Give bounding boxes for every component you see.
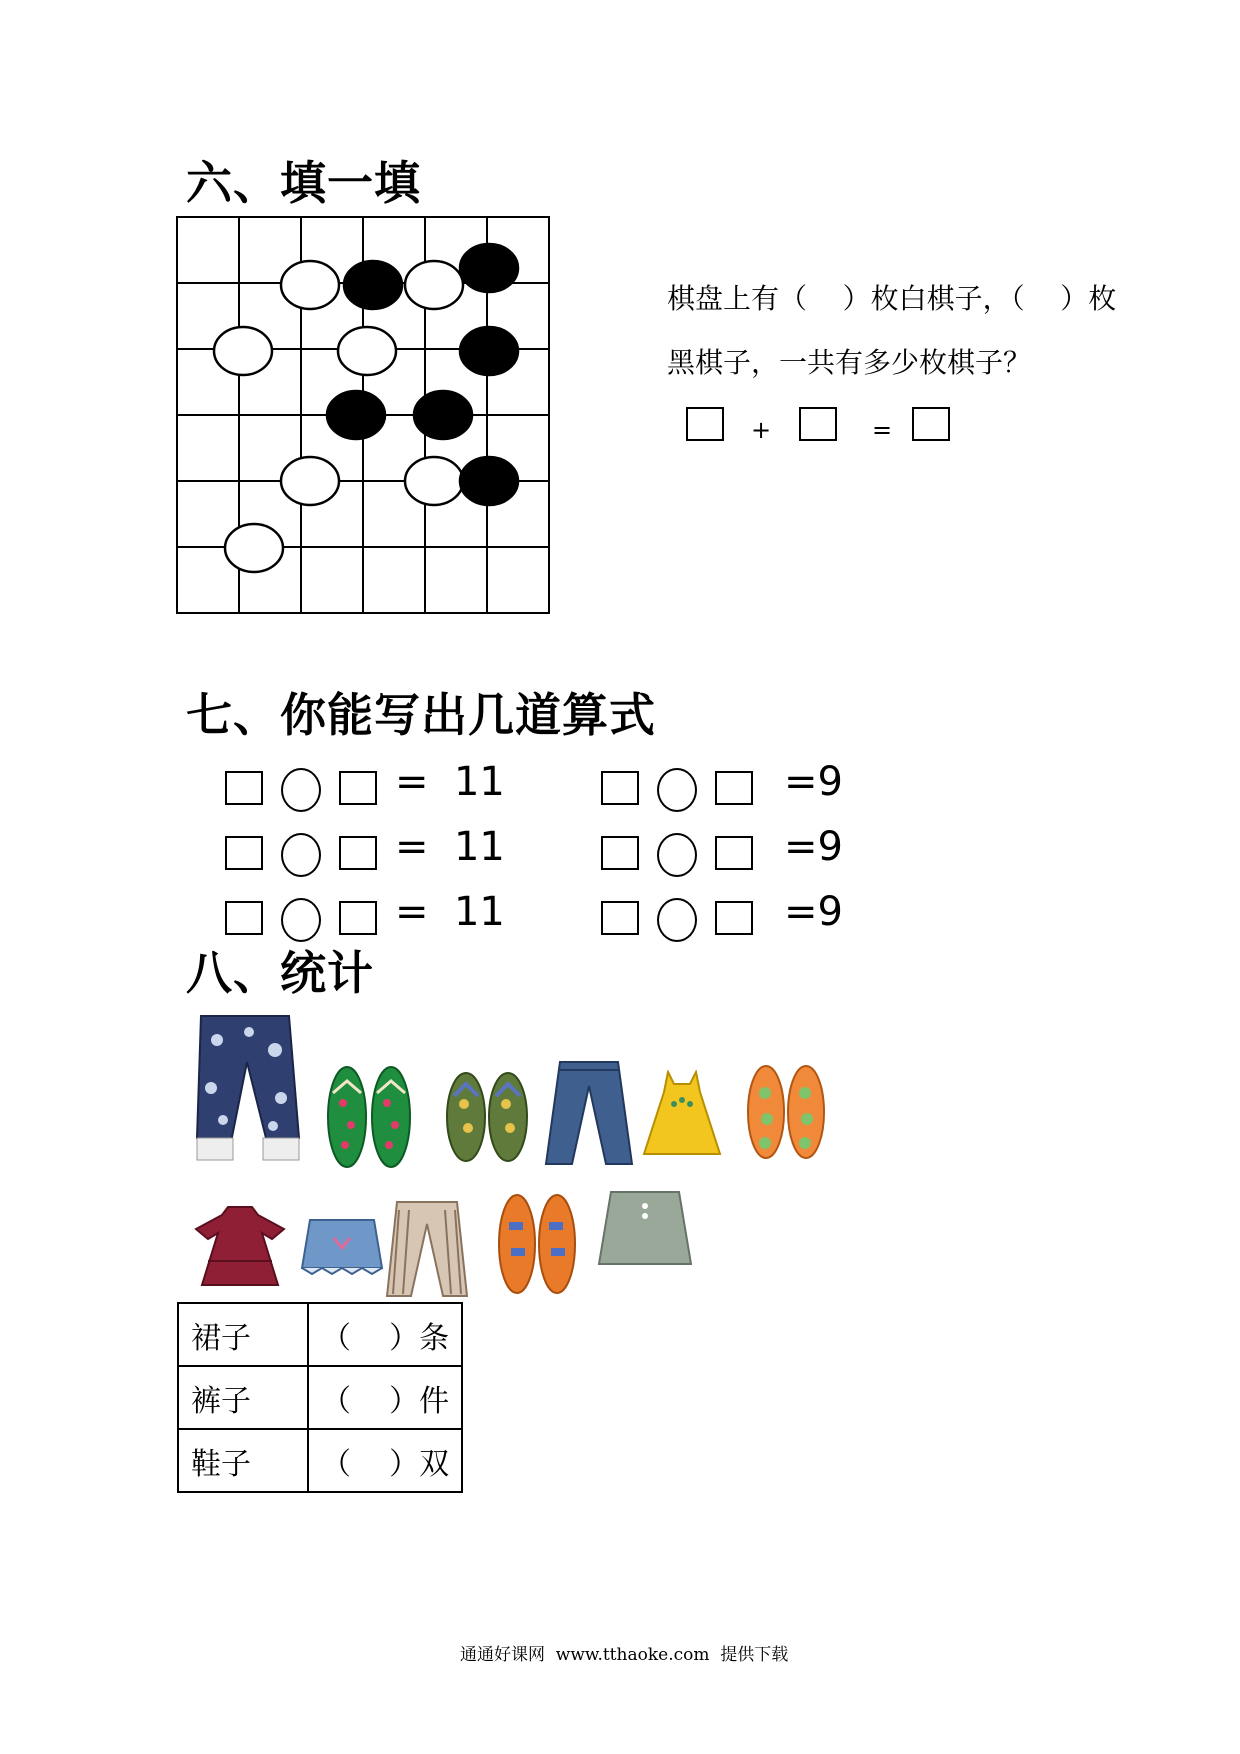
black-stone [414, 391, 472, 439]
denim-skirt-image [300, 1218, 384, 1276]
orange-frog-flip-flops-image [745, 1063, 827, 1161]
answer-box-3[interactable] [912, 407, 950, 441]
jeans-image [544, 1060, 634, 1166]
equation-box[interactable] [715, 771, 753, 805]
category-label: 裤子 [178, 1366, 308, 1429]
equation-box[interactable] [225, 901, 263, 935]
question-line-1: 棋盘上有（ ）枚白棋子，（ ）枚 [667, 282, 1117, 315]
table-row [178, 1303, 462, 1366]
black-stone [344, 261, 402, 309]
operator-circle[interactable] [281, 768, 321, 812]
equation-result: =9 [784, 759, 843, 805]
white-stone [281, 261, 339, 309]
footer-text: 通通好课网 www.tthaoke.com 提供下载 [460, 1645, 789, 1665]
white-stone [405, 261, 463, 309]
white-stone [225, 524, 283, 572]
equation-box[interactable] [601, 901, 639, 935]
table-row [178, 1429, 462, 1492]
striped-pants-image [385, 1200, 469, 1300]
equals-sign: = [872, 416, 893, 444]
equation-result: = 11 [395, 889, 505, 935]
category-label: 裙子 [178, 1303, 308, 1366]
table-row [178, 1366, 462, 1429]
count-blank[interactable]: （ ）双 [308, 1429, 462, 1492]
operator-circle[interactable] [281, 833, 321, 877]
statistics-table [177, 1302, 463, 1493]
equation-box[interactable] [715, 901, 753, 935]
equation-box[interactable] [339, 836, 377, 870]
equation-result: =9 [784, 889, 843, 935]
equation-box[interactable] [225, 771, 263, 805]
equation-box[interactable] [601, 836, 639, 870]
green-flip-flops-image [325, 1063, 413, 1171]
question-line-2: 黑棋子，一共有多少枚棋子？ [667, 346, 1032, 379]
gray-skirt-image [597, 1190, 693, 1268]
white-stone [281, 457, 339, 505]
equation-box[interactable] [715, 836, 753, 870]
section-7-title: 七、你能写出几道算式 [186, 688, 656, 742]
equation-result: = 11 [395, 759, 505, 805]
operator-circle[interactable] [657, 833, 697, 877]
operator-circle[interactable] [657, 768, 697, 812]
black-stone [460, 244, 518, 292]
black-stone [460, 327, 518, 375]
white-stone [338, 327, 396, 375]
black-stone [327, 391, 385, 439]
operator-circle[interactable] [281, 898, 321, 942]
section-6-title: 六、填一填 [186, 156, 421, 210]
operator-circle[interactable] [657, 898, 697, 942]
equation-box[interactable] [339, 771, 377, 805]
equation-box[interactable] [339, 901, 377, 935]
equation-result: =9 [784, 824, 843, 870]
equation-box[interactable] [225, 836, 263, 870]
section-8-title: 八、统计 [186, 946, 374, 1000]
answer-box-1[interactable] [686, 407, 724, 441]
category-label: 鞋子 [178, 1429, 308, 1492]
red-dress-image [192, 1205, 288, 1287]
plus-sign: + [751, 416, 772, 444]
black-stone [460, 457, 518, 505]
count-blank[interactable]: （ ）条 [308, 1303, 462, 1366]
orange-flip-flops-image [497, 1192, 577, 1296]
answer-box-2[interactable] [799, 407, 837, 441]
camo-pants-image [187, 1010, 305, 1168]
equation-box[interactable] [601, 771, 639, 805]
white-stone [405, 457, 463, 505]
yellow-dress-image [640, 1070, 724, 1156]
floral-flip-flops-image [444, 1070, 530, 1164]
go-board [176, 216, 550, 614]
equation-result: = 11 [395, 824, 505, 870]
white-stone [214, 327, 272, 375]
count-blank[interactable]: （ ）件 [308, 1366, 462, 1429]
